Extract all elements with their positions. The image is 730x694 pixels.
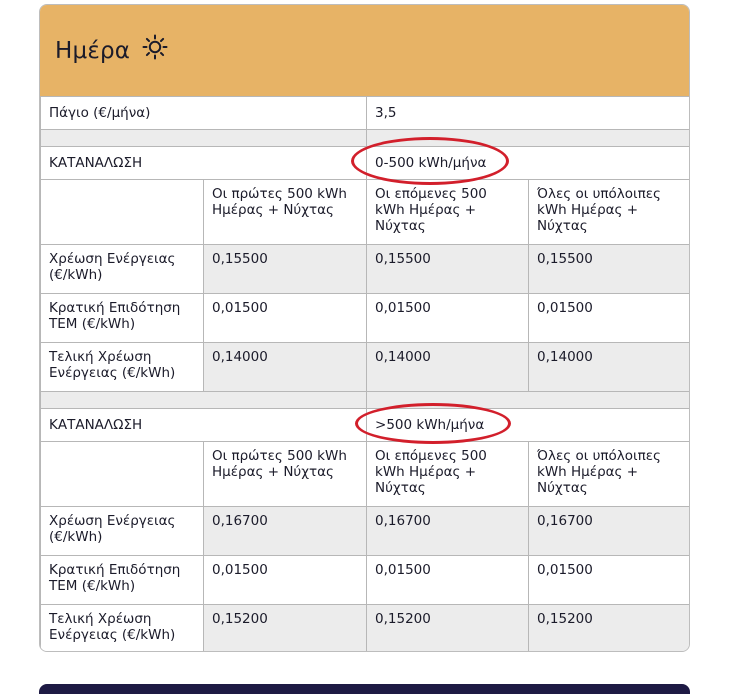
column-header: Οι πρώτες 500 kWh Ημέρας + Νύχτας bbox=[204, 180, 367, 245]
rate-value: 0,01500 bbox=[529, 294, 690, 343]
rate-value: 0,14000 bbox=[529, 343, 690, 392]
tariff-table bbox=[40, 96, 690, 652]
table-row bbox=[41, 605, 691, 653]
consumption-range: 0-500 kWh/μήνα bbox=[367, 147, 690, 180]
column-header: Οι επόμενες 500 kWh Ημέρας + Νύχτας bbox=[367, 442, 529, 507]
row-label: Κρατική Επιδότηση ΤΕΜ (€/kWh) bbox=[41, 294, 204, 343]
row-label: Κρατική Επιδότηση ΤΕΜ (€/kWh) bbox=[41, 556, 204, 605]
rate-value: 0,01500 bbox=[204, 294, 367, 343]
consumption-range: >500 kWh/μήνα bbox=[367, 409, 690, 442]
rate-value: 0,01500 bbox=[367, 556, 529, 605]
column-header: Οι επόμενες 500 kWh Ημέρας + Νύχτας bbox=[367, 180, 529, 245]
card-header bbox=[40, 5, 690, 96]
column-header: Όλες οι υπόλοιπες kWh Ημέρας + Νύχτας bbox=[529, 180, 690, 245]
rate-value: 0,01500 bbox=[367, 294, 529, 343]
consumption-label: ΚΑΤΑΝΑΛΩΣΗ bbox=[41, 409, 367, 442]
consumption-row bbox=[41, 409, 691, 442]
consumption-label: ΚΑΤΑΝΑΛΩΣΗ bbox=[41, 147, 367, 180]
rate-value: 0,01500 bbox=[529, 556, 690, 605]
spacer-cell bbox=[367, 130, 690, 147]
rate-value: 0,15200 bbox=[367, 605, 529, 653]
rate-value: 0,14000 bbox=[204, 343, 367, 392]
table-row bbox=[41, 507, 691, 556]
rate-value: 0,15500 bbox=[529, 245, 690, 294]
column-header: Όλες οι υπόλοιπες kWh Ημέρας + Νύχτας bbox=[529, 442, 690, 507]
column-header: Οι πρώτες 500 kWh Ημέρας + Νύχτας bbox=[204, 442, 367, 507]
row-label: Χρέωση Ενέργειας (€/kWh) bbox=[41, 507, 204, 556]
footer-bar bbox=[39, 684, 690, 694]
spacer-row bbox=[41, 130, 691, 147]
spacer-cell bbox=[41, 130, 367, 147]
fixed-charge-value: 3,5 bbox=[367, 97, 690, 130]
rate-value: 0,15500 bbox=[367, 245, 529, 294]
column-header-row bbox=[41, 442, 691, 507]
table-row bbox=[41, 294, 691, 343]
fixed-charge-label: Πάγιο (€/μήνα) bbox=[41, 97, 367, 130]
spacer-cell bbox=[41, 392, 367, 409]
empty-header-cell bbox=[41, 180, 204, 245]
spacer-cell bbox=[367, 392, 690, 409]
fixed-charge-row bbox=[41, 97, 691, 130]
column-header-row bbox=[41, 180, 691, 245]
row-label: Τελική Χρέωση Ενέργειας (€/kWh) bbox=[41, 343, 204, 392]
empty-header-cell bbox=[41, 442, 204, 507]
spacer-row bbox=[41, 392, 691, 409]
rate-value: 0,15500 bbox=[204, 245, 367, 294]
rate-value: 0,16700 bbox=[204, 507, 367, 556]
consumption-row bbox=[41, 147, 691, 180]
rate-value: 0,15200 bbox=[529, 605, 690, 653]
card-title: Ημέρα bbox=[55, 37, 131, 64]
table-row bbox=[41, 343, 691, 392]
row-label: Χρέωση Ενέργειας (€/kWh) bbox=[41, 245, 204, 294]
rate-value: 0,14000 bbox=[367, 343, 529, 392]
table-row bbox=[41, 556, 691, 605]
tariff-card bbox=[39, 4, 690, 652]
rate-value: 0,16700 bbox=[529, 507, 690, 556]
row-label: Τελική Χρέωση Ενέργειας (€/kWh) bbox=[41, 605, 204, 653]
rate-value: 0,16700 bbox=[367, 507, 529, 556]
rate-value: 0,15200 bbox=[204, 605, 367, 653]
sun-icon bbox=[142, 34, 168, 64]
table-row bbox=[41, 245, 691, 294]
rate-value: 0,01500 bbox=[204, 556, 367, 605]
